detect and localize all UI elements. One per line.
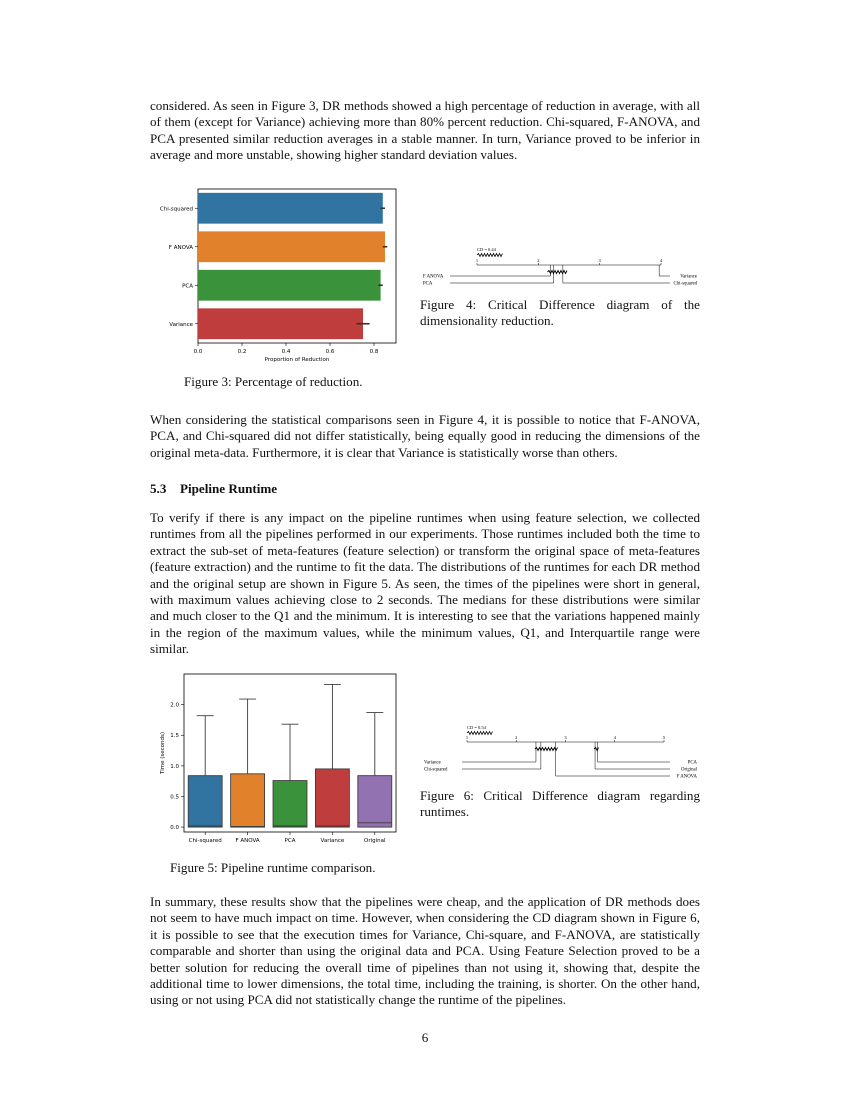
cd-interval — [477, 254, 503, 257]
section-title: Pipeline Runtime — [180, 481, 278, 496]
box — [231, 774, 265, 827]
paragraph-summary: In summary, these results show that the pipelines were cheap, and the application of DR methods does not seem to have much impact on time. However, when considering the CD diagram shown in Figure 6, it is possible to see that the execution times for Variance, Chi-square, and F-ANOVA, are statistically comparable and shorter than using the original data and PCA. Using Feature Selection proved to be a better solution for reducing the overall time of pipelines than not using it, showing that, despite the additional time to lower dimensions, the total time, including the training, is shorter. On the other hand, using or not using PCA did not statistically change the runtime of the pipelines. — [150, 894, 700, 1008]
clique-bar — [535, 748, 558, 751]
method-connector — [462, 742, 541, 769]
section-heading — [150, 481, 277, 497]
paragraph-statistical-comparison: When considering the statistical comparisons seen in Figure 4, it is possible to notice that F-ANOVA, PCA, and Chi-squared did not differ statistically, being equally good in reducing the dimensions of the original meta-data. Furthermore, it is clear that Variance is statistically worse than others. — [150, 412, 700, 460]
x-tick-label: 0.4 — [281, 349, 291, 355]
rank-tick-label: 5 — [662, 735, 666, 740]
figure-6-caption: Figure 6: Critical Difference diagram regarding runtimes. — [420, 788, 700, 820]
rank-tick-label: 2 — [515, 735, 518, 740]
x-tick-label: 0.6 — [325, 349, 335, 355]
method-label: F ANOVA — [423, 274, 444, 280]
rank-tick-label: 1 — [465, 735, 469, 740]
paragraph-intro: considered. As seen in Figure 3, DR methods showed a high percentage of reduction in average, with all of them (except for Variance) achieving more than 80% percent reduction. Chi-squared, F-ANOVA, and PCA presented similar reduction averages in a stable manner. In turn, Variance proved to be inferior in average and more unstable, showing higher standard deviation values. — [150, 98, 700, 163]
y-tick-label: 0.0 — [170, 825, 179, 832]
cd-label: CD = 0.54 — [467, 725, 486, 730]
x-tick-label: Chi-squared — [188, 838, 222, 844]
figure-4-cd-diagram — [420, 245, 705, 295]
box — [315, 769, 349, 827]
method-connector — [556, 742, 670, 776]
cd-interval — [467, 732, 493, 735]
method-label: Variance — [424, 760, 441, 766]
bar — [198, 270, 381, 301]
method-connector — [450, 265, 554, 283]
figure-3-caption: Figure 3: Percentage of reduction. — [184, 374, 363, 389]
method-label: Chi-squared — [424, 767, 448, 773]
section-number: 5.3 — [150, 481, 167, 496]
rank-tick-label: 3 — [598, 258, 601, 263]
method-connector — [563, 265, 670, 283]
method-label: Chi-squared — [673, 281, 697, 287]
x-tick-label: PCA — [284, 838, 296, 844]
figure-6-cd-diagram — [420, 722, 705, 784]
cd-label: CD = 0.44 — [477, 247, 496, 252]
y-tick-label: 1.5 — [170, 733, 179, 740]
figure-5-caption: Figure 5: Pipeline runtime comparison. — [170, 860, 376, 875]
y-tick-label: F ANOVA — [168, 244, 193, 251]
clique-bar — [594, 748, 599, 751]
box — [358, 776, 392, 827]
method-label: PCA — [423, 281, 433, 287]
rank-tick-label: 4 — [659, 258, 663, 263]
method-connector — [595, 742, 670, 769]
y-tick-label: 0.5 — [170, 794, 179, 801]
x-tick-label: 0.0 — [193, 349, 203, 355]
rank-tick-label: 4 — [613, 735, 616, 740]
box — [188, 776, 222, 827]
bar — [198, 308, 363, 339]
y-tick-label: Chi-squared — [159, 206, 193, 213]
method-label: Variance — [680, 274, 697, 280]
y-axis-label: Time (seconds) — [160, 732, 166, 774]
method-connector — [450, 265, 551, 276]
method-label: F ANOVA — [676, 774, 697, 780]
y-tick-label: Variance — [169, 321, 193, 328]
method-connector — [659, 265, 670, 276]
box — [273, 781, 307, 828]
rank-tick-label: 1 — [475, 258, 479, 263]
x-axis-label: Proportion of Reduction — [264, 357, 330, 363]
y-tick-label: PCA — [182, 283, 193, 290]
y-tick-label: 1.0 — [170, 763, 179, 770]
figure-5-box-plot — [150, 668, 410, 853]
paragraph-pipeline-runtime: To verify if there is any impact on the pipeline runtimes when using feature selection, we collected runtimes from all the pipelines performed in our experiments. Those runtimes included both the time to extract the sub-set of meta-features (feature selection) or transform the original space of meta-features (feature extraction) and the runtime to fit the data. The distributions of the runtimes for each DR method and the original setup are shown in Figure 5. As seen, the times of the pipelines were short in general, with maximum values achieving close to 2 seconds. The medians for these distributions were similar and much closer to the Q1 and the minimum. It is interesting to see that the variations happened mainly in the region of the maximum values, while the minimum values, Q1, and Interquartile range were similar. — [150, 510, 700, 657]
x-tick-label: F ANOVA — [235, 838, 260, 844]
method-connector — [462, 742, 536, 762]
rank-tick-label: 3 — [564, 735, 567, 740]
method-label: PCA — [687, 760, 697, 766]
x-tick-label: 0.8 — [369, 349, 379, 355]
page-number: 6 — [421, 1030, 429, 1045]
y-tick-label: 2.0 — [170, 702, 179, 709]
method-label: Original — [681, 767, 697, 773]
rank-tick-label: 2 — [537, 258, 540, 263]
bar — [198, 231, 385, 262]
figure-3-bar-chart — [150, 183, 410, 368]
x-tick-label: 0.2 — [237, 349, 247, 355]
figure-4-caption: Figure 4: Critical Difference diagram of the dimensionality reduction. — [420, 297, 700, 329]
bar — [198, 193, 383, 224]
x-tick-label: Original — [364, 838, 386, 844]
x-tick-label: Variance — [320, 838, 345, 844]
method-connector — [598, 742, 670, 762]
